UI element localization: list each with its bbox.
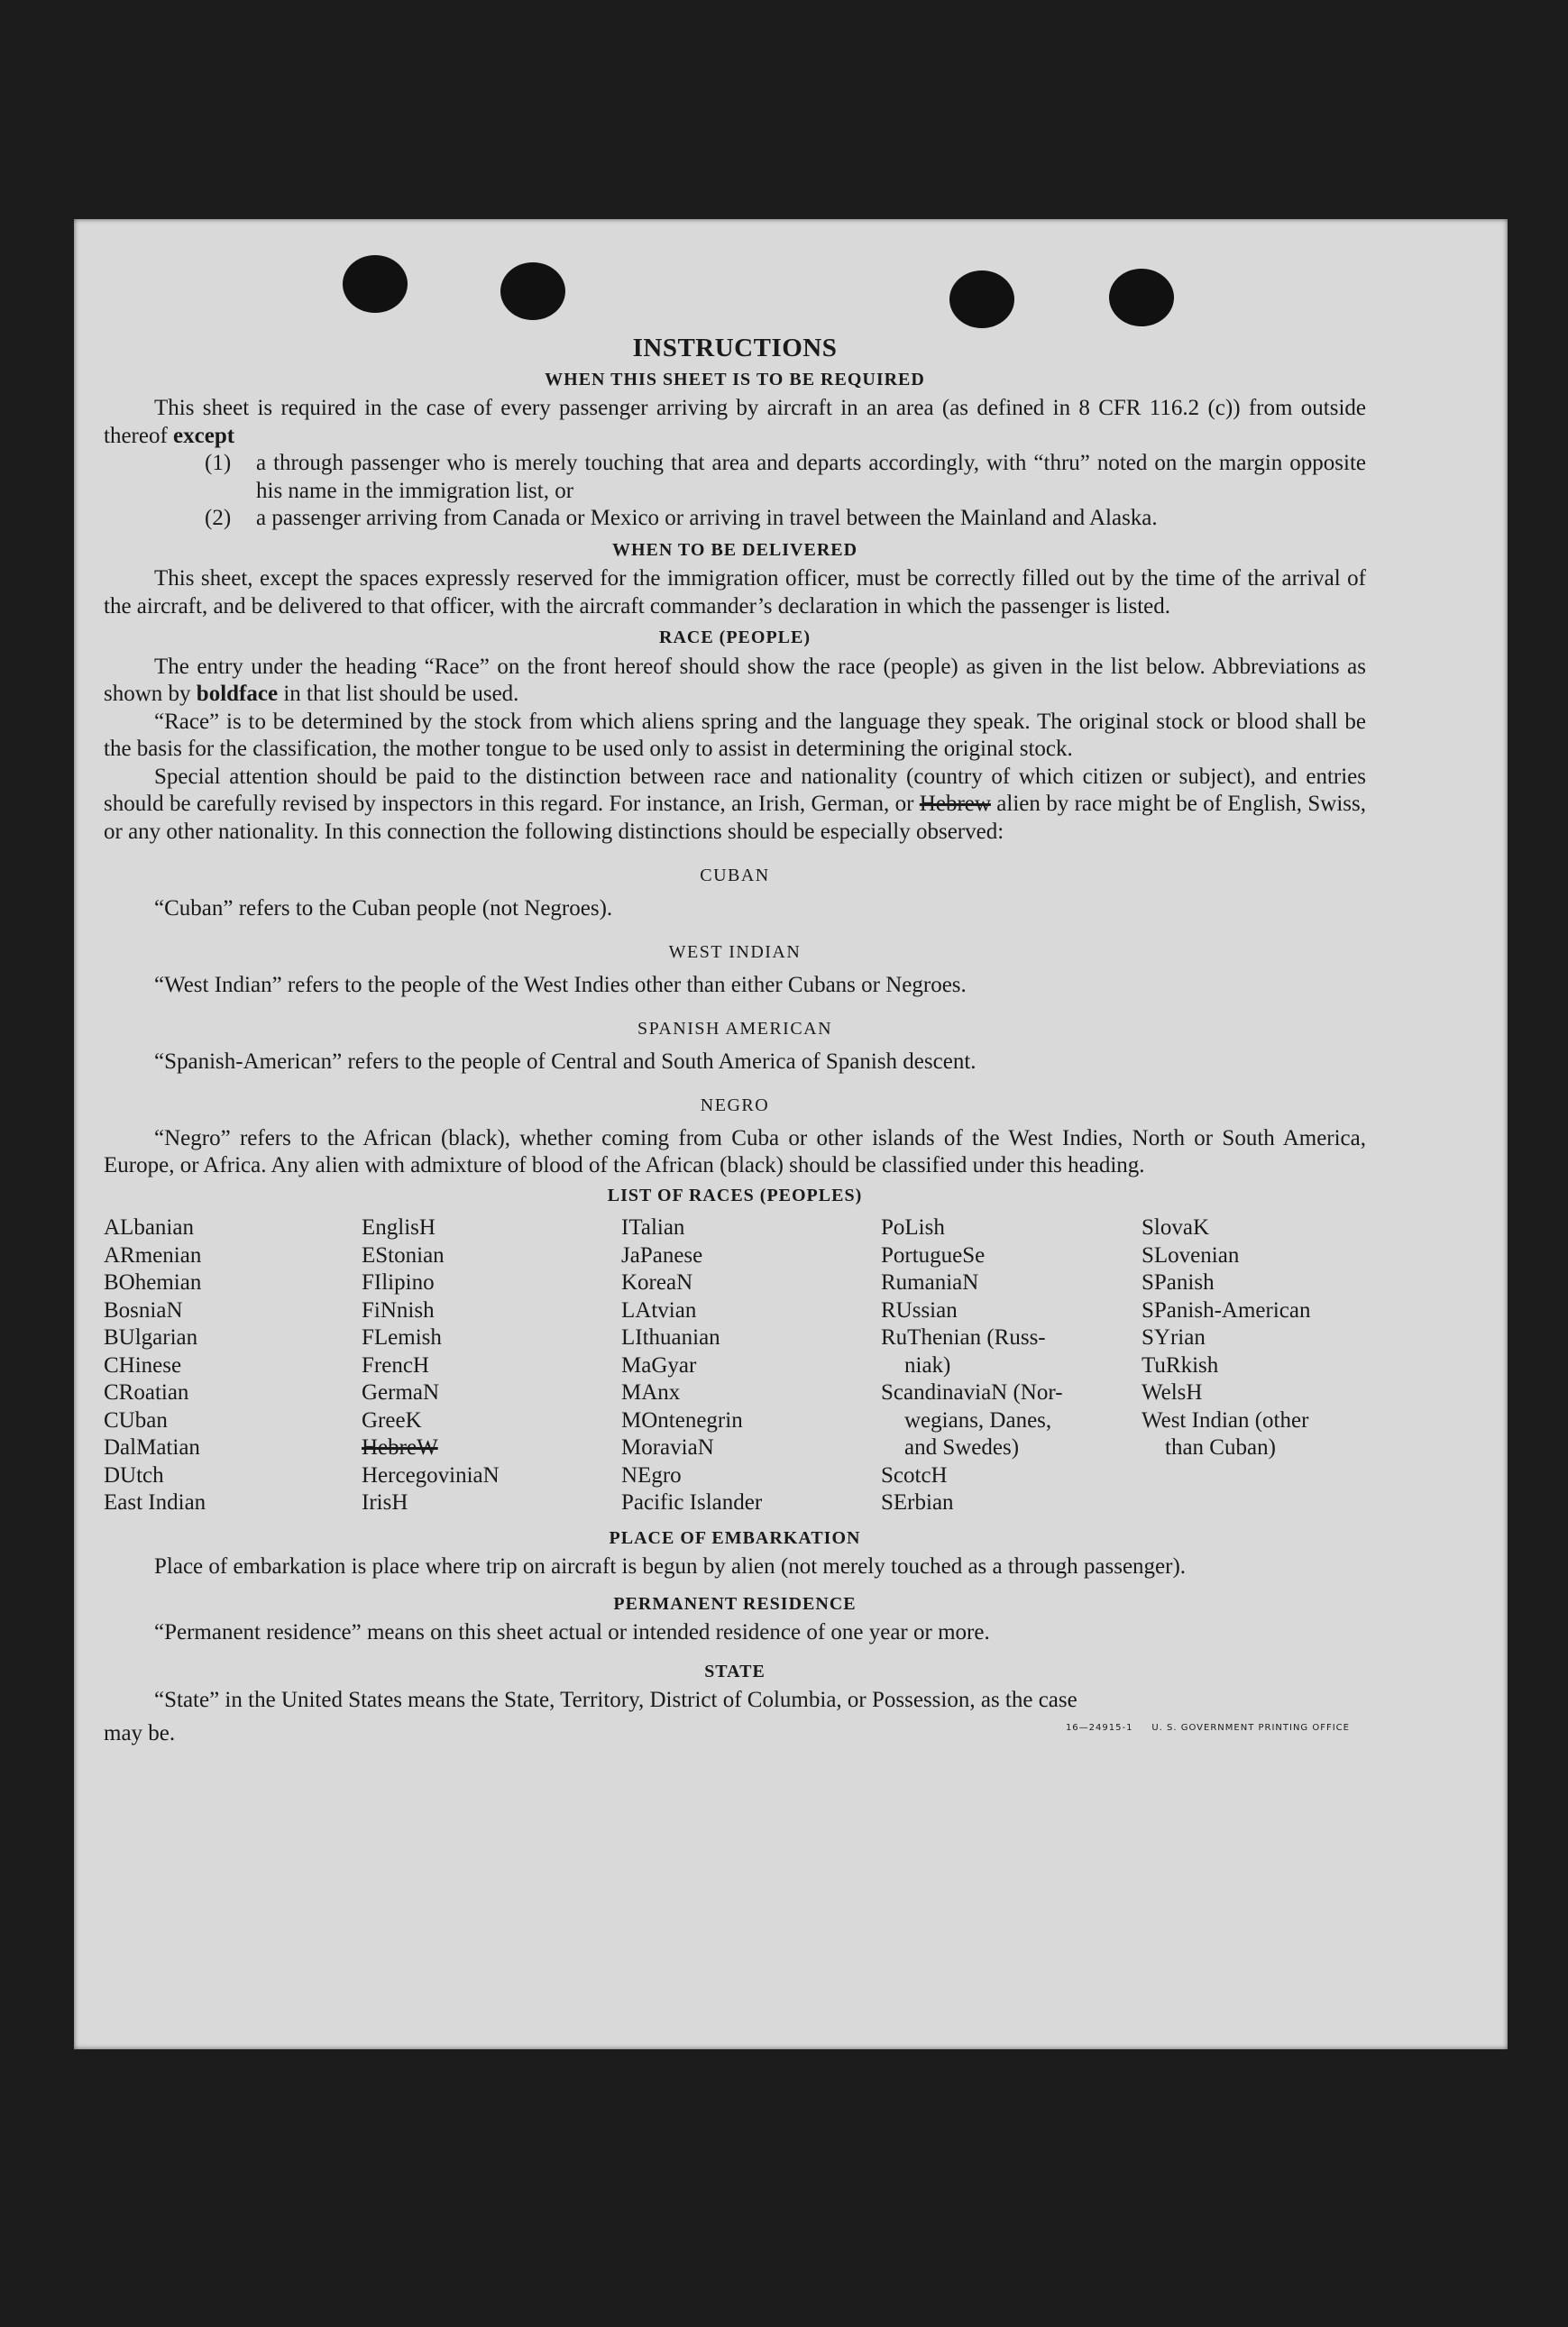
heading-when-delivered: WHEN TO BE DELIVERED	[611, 539, 858, 560]
races-column	[104, 1214, 362, 1517]
negro-text: “Negro” refers to the African (black), whether coming from Cuba or other islands of the West Indies, North or South America, Europe, or Africa. Any alien with admixture of blood of the African (black) should be classified under this heading.	[104, 1125, 1366, 1177]
heading-spanish-american: SPANISH AMERICAN	[637, 1019, 833, 1039]
state-text-end: may be.	[104, 1720, 176, 1745]
races-column	[881, 1214, 1142, 1517]
heading-embarkation: PLACE OF EMBARKATION	[609, 1527, 861, 1548]
heading-permanent-residence: PERMANENT RESIDENCE	[613, 1593, 857, 1614]
race-entry: PoLish	[881, 1215, 945, 1240]
race-entry: GreeK	[362, 1407, 422, 1433]
race-entry: SLovenian	[1142, 1242, 1240, 1268]
race-entry: ITalian	[621, 1215, 685, 1240]
heading-west-indian: WEST INDIAN	[668, 942, 802, 962]
race-entry: MaGyar	[621, 1352, 697, 1378]
race-entry: CUban	[104, 1407, 168, 1433]
exception-item: (2) a passenger arriving from Canada or Mexico or arriving in travel between the Mainland and Alaska.	[205, 506, 1158, 530]
races-column	[1142, 1214, 1366, 1517]
races-column	[362, 1214, 621, 1517]
race-entry: FiNnish	[362, 1297, 435, 1323]
race-entry: SPanish-American	[1142, 1297, 1311, 1323]
heading-race: RACE (PEOPLE)	[659, 628, 811, 647]
race-entry: RUssian	[881, 1297, 958, 1323]
race-entry: SErbian	[881, 1490, 954, 1515]
race-entry: PortugueSe	[881, 1242, 986, 1268]
exception-item: (1) a through passenger who is merely touching that area and departs accordingly, with “thru” noted on the margin opposite his name in the immigration list, or	[205, 451, 1366, 503]
cuban-text: “Cuban” refers to the Cuban people (not Negroes).	[154, 895, 613, 921]
race-entry: RumaniaN	[881, 1270, 979, 1295]
when-required-text: This sheet is required in the case of every passenger arriving by aircraft in an area (as defined in 8 CFR 116.2 (c)) from outside thereof except	[104, 396, 1366, 448]
punch-hole	[500, 262, 565, 320]
punch-hole	[343, 255, 408, 313]
race-entry: BosniaN	[104, 1297, 183, 1323]
form-number: 16—24915-1	[1065, 1722, 1133, 1733]
spanish-american-text: “Spanish-American” refers to the people of Central and South America of Spanish descent.	[154, 1049, 977, 1074]
heading-when-required: WHEN THIS SHEET IS TO BE REQUIRED	[545, 369, 925, 389]
race-paragraph: The entry under the heading “Race” on the front hereof should show the race (people) as given in the list below. Abbreviations as shown by boldface in that list should be used.	[104, 654, 1366, 706]
race-entry: Pacific Islander	[621, 1490, 763, 1515]
race-entry: East Indian	[104, 1490, 206, 1515]
race-entry: DUtch	[104, 1462, 164, 1488]
race-entry: JaPanese	[621, 1242, 703, 1268]
race-entry: ALbanian	[104, 1215, 194, 1240]
race-entry: West Indian (other	[1142, 1407, 1309, 1433]
race-entry: MOntenegrin	[621, 1407, 743, 1433]
form-sheet	[74, 219, 1508, 2049]
race-entry: SYrian	[1142, 1325, 1206, 1350]
race-entry: HercegoviniaN	[362, 1462, 500, 1488]
instructions-content	[104, 334, 1366, 1747]
race-paragraph: Special attention should be paid to the distinction between race and nationality (country of which citizen or subject), and entries should be carefully revised by inspectors in this regard. For instance, an Irish, German, or Hebrew alien by race might be of English, Swiss, or any other nationality. In this connection the following distinctions should be especially observed:	[104, 764, 1366, 844]
race-entry: NEgro	[621, 1462, 682, 1488]
race-entry: ScandinaviaN (Nor-	[881, 1380, 1063, 1405]
race-entry: CRoatian	[104, 1380, 189, 1405]
punch-hole	[949, 270, 1014, 328]
race-entry: BUlgarian	[104, 1325, 198, 1350]
footer-row	[104, 1715, 1366, 1748]
race-entry: wegians, Danes,	[904, 1407, 1052, 1433]
punch-hole	[1109, 269, 1174, 326]
race-entry: BOhemian	[104, 1270, 202, 1295]
race-entry: MAnx	[621, 1380, 681, 1405]
race-entry: WelsH	[1142, 1380, 1203, 1405]
race-entry: IrisH	[362, 1490, 408, 1515]
race-entry: KoreaN	[621, 1270, 693, 1295]
race-entry: EnglisH	[362, 1215, 436, 1240]
race-entry-struck: HebreW	[362, 1435, 438, 1460]
page-title: INSTRUCTIONS	[632, 334, 838, 362]
west-indian-text: “West Indian” refers to the people of the West Indies other than either Cubans or Negroes.	[154, 972, 967, 997]
race-entry: TuRkish	[1142, 1352, 1219, 1378]
race-entry: SlovaK	[1142, 1215, 1209, 1240]
race-entry: niak)	[904, 1352, 951, 1378]
heading-list-of-races: LIST OF RACES (PEOPLES)	[607, 1185, 863, 1205]
race-entry: ScotcH	[881, 1462, 948, 1488]
races-list	[104, 1214, 1366, 1517]
race-entry: ARmenian	[104, 1242, 202, 1268]
printer-name: U. S. GOVERNMENT PRINTING OFFICE	[1151, 1722, 1350, 1733]
race-entry: RuThenian (Russ-	[881, 1325, 1046, 1350]
state-text: “State” in the United States means the State, Territory, District of Columbia, or Possession, as the case	[154, 1688, 1077, 1712]
embarkation-text: Place of embarkation is place where trip on aircraft is begun by alien (not merely touched as a through passenger).	[154, 1554, 1187, 1579]
race-entry: CHinese	[104, 1352, 182, 1378]
printer-imprint	[1066, 1715, 1350, 1743]
races-column	[621, 1214, 881, 1517]
when-delivered-text: This sheet, except the spaces expressly reserved for the immigration officer, must be correctly filled out by the time of the arrival of the aircraft, and be delivered to that officer, with the aircraft commander’s declaration in which the passenger is listed.	[104, 566, 1366, 618]
race-entry: than Cuban)	[1165, 1435, 1276, 1460]
heading-negro: NEGRO	[700, 1095, 770, 1115]
race-entry: LIthuanian	[621, 1325, 720, 1350]
race-entry: MoraviaN	[621, 1435, 714, 1460]
race-entry: GermaN	[362, 1380, 440, 1405]
race-entry: DalMatian	[104, 1435, 200, 1460]
residence-text: “Permanent residence” means on this sheet actual or intended residence of one year or more.	[154, 1620, 990, 1644]
race-entry: LAtvian	[621, 1297, 697, 1323]
race-paragraph: “Race” is to be determined by the stock from which aliens spring and the language they speak. The original stock or blood shall be the basis for the classification, the mother tongue to be used only to assist in determining the original stock.	[104, 709, 1366, 761]
race-entry: FLemish	[362, 1325, 442, 1350]
race-entry: SPanish	[1142, 1270, 1215, 1295]
race-entry: FIlipino	[362, 1270, 435, 1295]
race-entry: FrencH	[362, 1352, 429, 1378]
heading-cuban: CUBAN	[700, 866, 770, 885]
race-entry: EStonian	[362, 1242, 445, 1268]
race-entry: and Swedes)	[904, 1435, 1020, 1460]
heading-state: STATE	[704, 1661, 766, 1681]
